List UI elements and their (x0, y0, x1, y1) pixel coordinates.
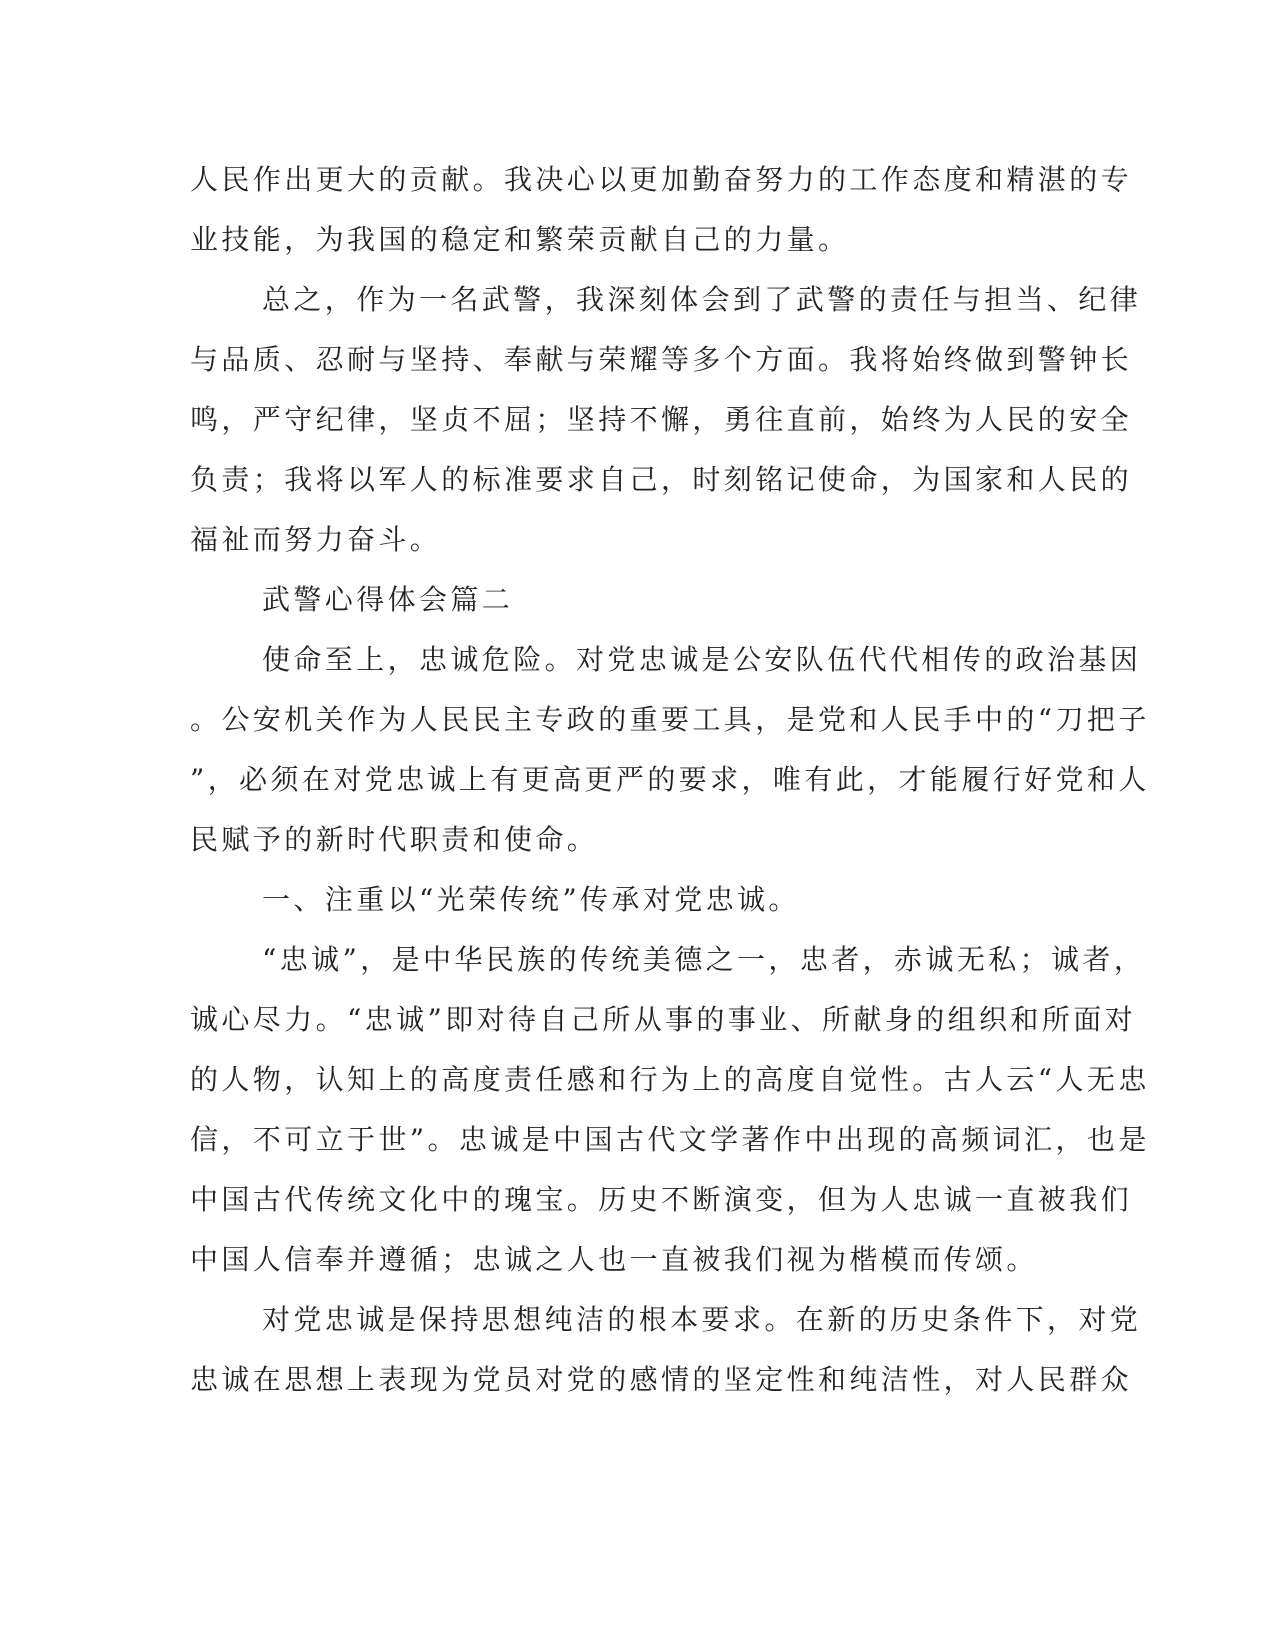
paragraph-start-line: 使命至上，忠诚危险。对党忠诚是公安队伍代代相传的政治基因 (262, 643, 1142, 676)
text-line: 中国人信奉并遵循；忠诚之人也一直被我们视为楷模而传颂。 (190, 1243, 1038, 1276)
text-line: ”，必须在对党忠诚上有更高更严的要求，唯有此，才能履行好党和人 (190, 763, 1150, 796)
text-line: 的人物，认知上的高度责任感和行为上的高度自觉性。古人云“人无忠 (190, 1063, 1150, 1096)
text-line: 中国古代传统文化中的瑰宝。历史不断演变，但为人忠诚一直被我们 (190, 1183, 1133, 1216)
text-line: 民赋予的新时代职责和使命。 (190, 823, 599, 856)
text-line: 鸣，严守纪律，坚贞不屈；坚持不懈，勇往直前，始终为人民的安全 (190, 403, 1133, 436)
text-line: 。公安机关作为人民民主专政的重要工具，是党和人民手中的“刀把子 (190, 703, 1150, 736)
text-line: 与品质、忍耐与坚持、奉献与荣耀等多个方面。我将始终做到警钟长 (190, 343, 1133, 376)
section-heading: 武警心得体会篇二 (262, 583, 514, 616)
subsection-heading: 一、注重以“光荣传统”传承对党忠诚。 (262, 883, 800, 916)
text-line: 人民作出更大的贡献。我决心以更加勤奋努力的工作态度和精湛的专 (190, 163, 1133, 196)
paragraph-start-line: 对党忠诚是保持思想纯洁的根本要求。在新的历史条件下，对党 (262, 1303, 1142, 1336)
text-line: 负责；我将以军人的标准要求自己，时刻铭记使命，为国家和人民的 (190, 463, 1133, 496)
paragraph-start-line: 总之，作为一名武警，我深刻体会到了武警的责任与担当、纪律 (262, 283, 1142, 316)
text-line: 信，不可立于世”。忠诚是中国古代文学著作中出现的高频词汇，也是 (190, 1123, 1150, 1156)
text-line: 诚心尽力。“忠诚”即对待自己所从事的事业、所献身的组织和所面对 (190, 1003, 1137, 1036)
paragraph-start-line: “忠诚”，是中华民族的传统美德之一，忠者，赤诚无私；诚者， (262, 943, 1146, 976)
text-line: 福祉而努力奋斗。 (190, 523, 442, 556)
text-line: 业技能，为我国的稳定和繁荣贡献自己的力量。 (190, 223, 850, 256)
text-line: 忠诚在思想上表现为党员对党的感情的坚定性和纯洁性，对人民群众 (190, 1363, 1133, 1396)
